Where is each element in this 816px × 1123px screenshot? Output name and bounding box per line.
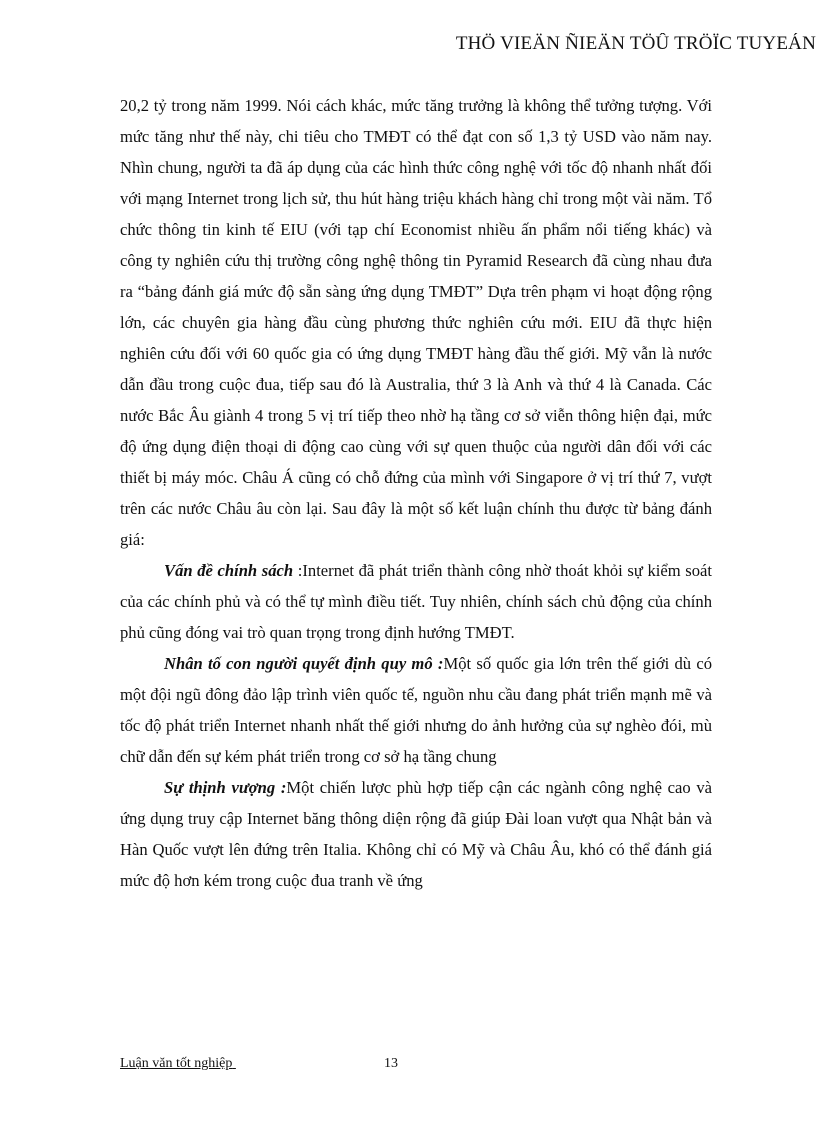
heading-policy: Vấn đề chính sách bbox=[164, 561, 298, 580]
page-number: 13 bbox=[384, 1056, 398, 1071]
page-footer bbox=[120, 1056, 402, 1072]
text-prosperity: Một chiến lược phù hợp tiếp cận các ngành công nghệ cao và ứng dụng truy cập Internet băng thông diện rộng đã giúp Đài loan vượt qua Nhật bản và Hàn Quốc vượt lên đứng trên Italia. Không chỉ có Mỹ và Châu Âu, khó có thể đánh giá mức độ hơn kém trong cuộc đua tranh về ứng bbox=[120, 778, 712, 890]
heading-prosperity: Sự thịnh vượng : bbox=[164, 778, 287, 797]
paragraph-human-factor bbox=[120, 648, 712, 772]
paragraph-prosperity bbox=[120, 772, 712, 896]
text-human-factor: Một số quốc gia lớn trên thế giới dù có một đội ngũ đông đảo lập trình viên quốc tế, nguồn nhu cầu đang phát triển mạnh mẽ và tốc độ phát triển Internet nhanh nhất thế giới nhưng do ảnh hưởng của sự nghèo đói, mù chữ dẫn đến sự kém phát triển trong cơ sở hạ tầng chung bbox=[120, 654, 712, 766]
running-header: THÖ VIEÄN ÑIEÄN TÖÛ TRÖÏC TUYEÁN bbox=[455, 33, 816, 54]
text-policy: :Internet đã phát triển thành công nhờ thoát khỏi sự kiểm soát của các chính phủ và có thể tự mình điều tiết. Tuy nhiên, chính sách chủ động của chính phủ cũng đóng vai trò quan trọng trong định hướng TMĐT. bbox=[120, 561, 713, 642]
intro-paragraph: 20,2 tỷ trong năm 1999. Nói cách khác, mức tăng trưởng là không thể tưởng tượng. Với mức tăng như thế này, chi tiêu cho TMĐT có thể đạt con số 1,3 tỷ USD vào năm nay. Nhìn chung, người ta đã áp dụng của các hình thức công nghệ với tốc độ nhanh nhất đối với mạng Internet trong lịch sử, thu hút hàng triệu khách hàng chỉ trong một vài năm. Tổ chức thông tin kinh tế EIU (với tạp chí Economist nhiều ấn phẩm nổi tiếng khác) và công ty nghiên cứu thị trường công nghệ thông tin Pyramid Research đã cùng nhau đưa ra “bảng đánh giá mức độ sẵn sàng ứng dụng TMĐT” Dựa trên phạm vi hoạt động rộng lớn, các chuyên gia hàng đầu cùng phương thức nghiên cứu mới. EIU đã thực hiện nghiên cứu đối với 60 quốc gia có ứng dụng TMĐT hàng đầu thế giới. Mỹ vẫn là nước dẫn đầu trong cuộc đua, tiếp sau đó là Australia, thứ 3 là Anh và thứ 4 là Canada. Các nước Bắc Âu giành 4 trong 5 vị trí tiếp theo nhờ hạ tầng cơ sở viễn thông hiện đại, mức độ ứng dụng điện thoại di động cao cùng với sự quen thuộc của người dân đối với các thiết bị máy móc. Châu Á cũng có chỗ đứng của mình với Singapore ở vị trí thứ 7, vượt trên các nước Châu âu còn lại. Sau đây là một số kết luận chính thu được từ bảng đánh giá: bbox=[120, 96, 712, 549]
paragraph-policy bbox=[120, 555, 712, 648]
heading-human-factor: Nhân tố con người quyết định quy mô : bbox=[164, 654, 444, 673]
document-body bbox=[120, 90, 712, 896]
footer-label: Luận văn tốt nghiệp bbox=[120, 1056, 233, 1071]
